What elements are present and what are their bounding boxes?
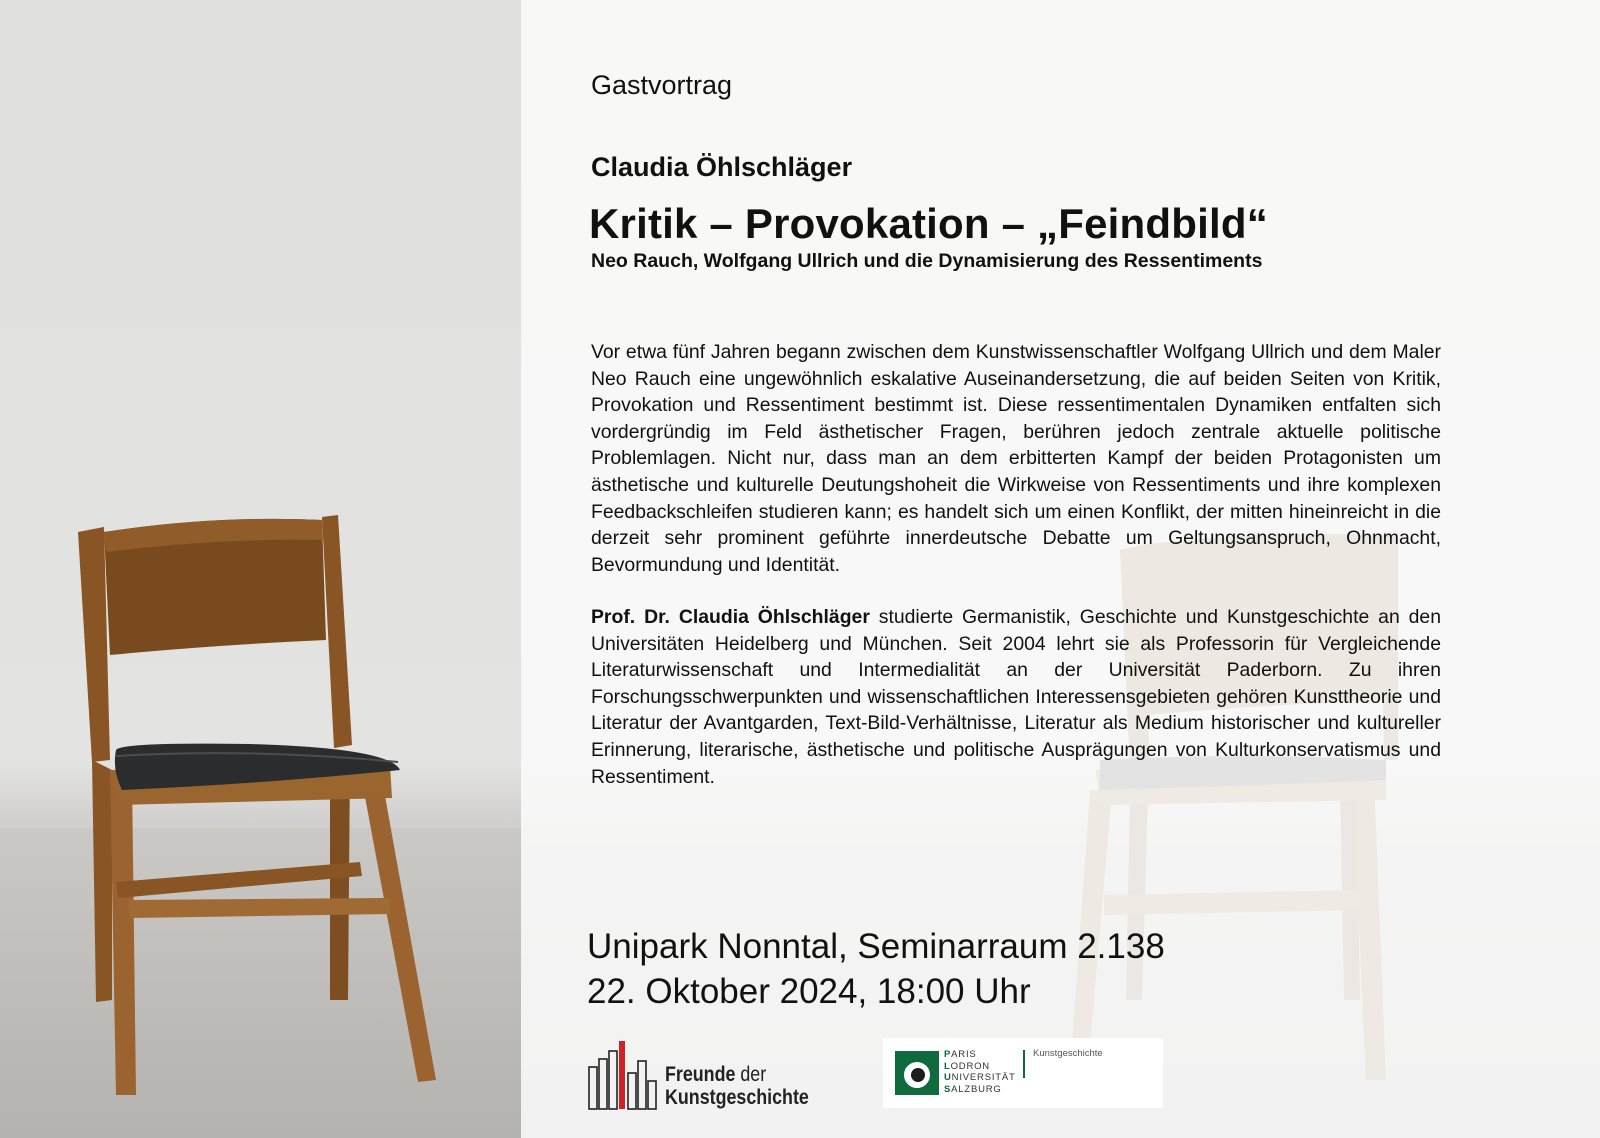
university-name: PARIS LODRON UNIVERSITÄT SALZBURG xyxy=(944,1049,1016,1095)
logo-divider xyxy=(1023,1050,1025,1078)
abstract-paragraph: Vor etwa fünf Jahren begann zwischen dem Kunstwissenschaftler Wolfgang Ullrich und dem Maler Neo Rauch eine ungewöhnlich eskalative Auseinandersetzung, die auf beiden Seiten von Kritik, Provokation und Ressentiment bestimmt ist. Diese ressentimentalen Dynamiken entfalten sich vordergründig im Feld ästhetischer Fragen, berühren jedoch zentrale aktuelle politische Problemlagen. Nicht nur, dass man an dem erbitterten Kampf der beiden Protagonisten um ästhetische und kulturelle Deutungshoheit die Wirkweise von Ressentiments und ihre komplexen Feedbackschleifen studieren kann; es handelt sich um einen Konflikt, der mitten hineinreicht in die derzeit sehr prominent geführte innerdeutsche Debatte um Geltungsanspruch, Ohnmacht, Bevormundung und Identität. xyxy=(591,341,1441,576)
plus-university-logo xyxy=(883,1038,1163,1108)
bio-speaker-name: Prof. Dr. Claudia Öhlschläger xyxy=(591,606,870,628)
date-time: 22. Oktober 2024, 18:00 Uhr xyxy=(587,972,1031,1011)
lecture-subtitle: Neo Rauch, Wolfgang Ullrich und die Dynamisierung des Ressentiments xyxy=(591,250,1263,272)
freunde-der-kunstgeschichte-logo xyxy=(588,1037,828,1111)
lecture-title: Kritik – Provokation – „Feindbild“ xyxy=(589,200,1268,247)
freunde-logo-line2: Kunstgeschichte xyxy=(665,1086,809,1109)
bars-logo-icon xyxy=(588,1037,664,1111)
event-details xyxy=(587,924,1165,1014)
event-type: Gastvortrag xyxy=(591,70,733,100)
venue: Unipark Nonntal, Seminarraum 2.138 xyxy=(587,927,1165,966)
freunde-logo-text xyxy=(665,1063,809,1109)
bio-paragraph xyxy=(591,604,1441,790)
chair-left xyxy=(78,515,436,1095)
bio-text: studierte Germanistik, Geschichte und Kunstgeschichte an den Universitäten Heidelberg und München. Seit 2004 lehrt sie als Professorin für Vergleichende Literaturwissenschaft und Intermedialität an der Universität Paderborn. Zu ihren Forschungsschwerpunkten und wissenschaftlichen Interessensgebieten gehören Kunsttheorie und Literatur der Avantgarden, Text-Bild-Verhältnisse, Literatur als Medium historischer und kultureller Erinnerung, literarische, ästhetische und politische Ausprägungen von Kulturkonservatismus und Ressentiment. xyxy=(591,606,1441,788)
university-seal-icon xyxy=(895,1051,939,1095)
department-name: Kunstgeschichte xyxy=(1033,1048,1103,1059)
speaker-name: Claudia Öhlschläger xyxy=(591,152,853,182)
freunde-logo-line1: Freunde der xyxy=(665,1063,767,1086)
